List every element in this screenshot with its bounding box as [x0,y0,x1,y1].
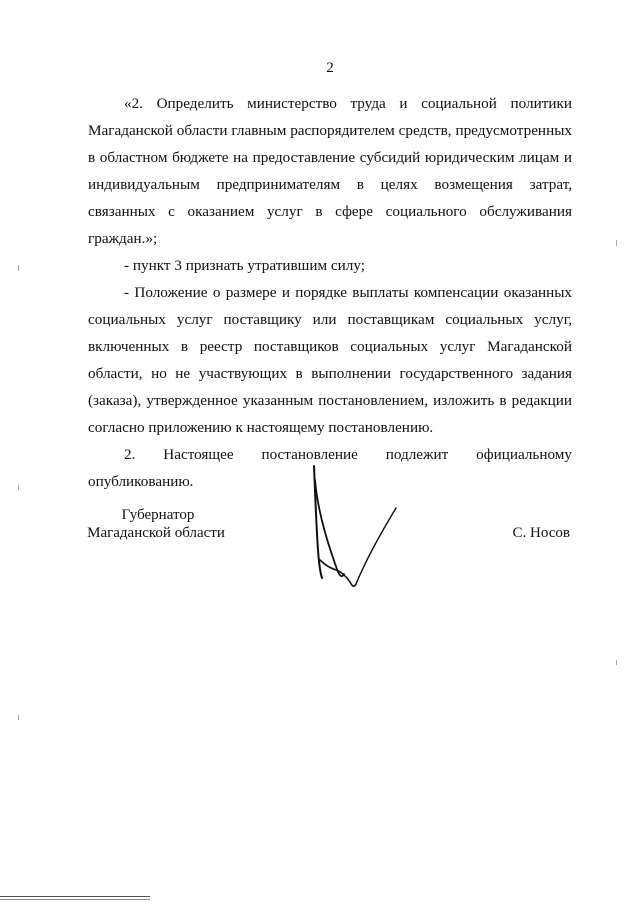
page-number: 2 [326,60,334,76]
scan-margin-mark [18,715,19,720]
signatory-title-line2: Магаданской области [87,525,225,541]
handwritten-signature [300,460,410,610]
paragraph-item-3-repealed: - пункт 3 признать утратившим силу; [124,257,365,274]
signatory-name: С. Носов [512,525,570,541]
paragraph-publication: 2. Настоящее постановление подлежит официальному опубликованию. [88,446,572,490]
signatory-title [86,506,256,542]
document-body [88,90,572,495]
bottom-rule [0,899,150,900]
bottom-rule [0,896,150,897]
scan-margin-mark [616,660,617,665]
scan-margin-mark [18,265,19,271]
scan-margin-mark [18,485,19,490]
scan-margin-mark [616,240,617,246]
signatory-title-line1: Губернатор [121,507,195,523]
paragraph-ministry-designation: «2. Определить министерство труда и социальной политики Магаданской области главным распорядителем средств, предусмотренных в областном бюджете на предоставление субсидий юридическим лицам и индивидуальным предпринимателям в целях возмещения затрат, связанных с оказанием услуг в сфере социального обслуживания граждан.»; [88,95,572,247]
paragraph-regulation-amendment: - Положение о размере и порядке выплаты компенсации оказанных социальных услуг поставщику или поставщикам социальных услуг, включенных в реестр поставщиков социальных услуг Магаданской области, но не участвующих в выполнении государственного задания (заказа), утвержденное указанным постановлением, изложить в редакции согласно приложению к настоящему постановлению. [88,284,572,436]
